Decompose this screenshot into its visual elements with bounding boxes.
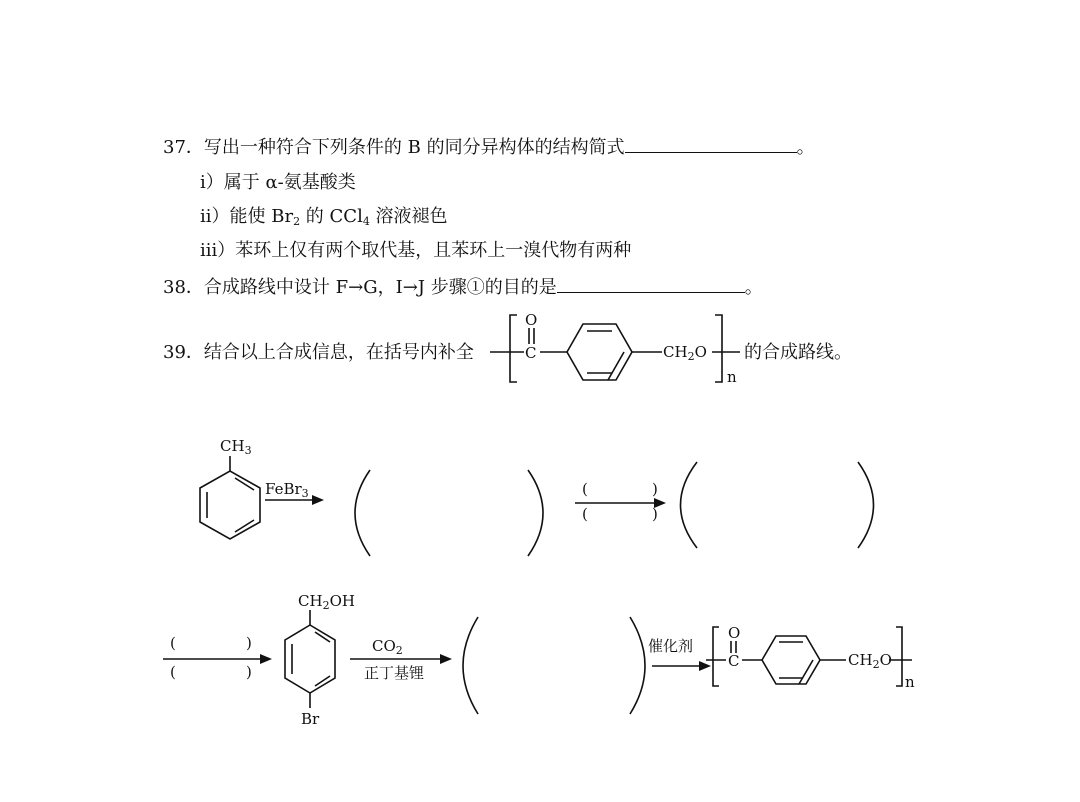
final-ch2o-label [848, 651, 892, 669]
ch2oh-sub: 2 [322, 599, 330, 612]
toluene-structure [200, 456, 260, 539]
q38-text: 合成路线中设计 F→G，I→J 步骤①的目的是 [203, 277, 557, 298]
ch2oh-ch: CH [298, 592, 323, 610]
q39-oxygen-label: O [525, 311, 538, 329]
catalyst-arrowhead [699, 661, 711, 671]
q37-condition-3: iii）苯环上仅有两个取代基，且苯环上一溴代物有两种 [200, 240, 632, 261]
condition-paren-close-2[interactable]: ) [246, 663, 252, 681]
q39-n-label: n [727, 368, 737, 386]
cond2-part-c: 溶液褪色 [369, 206, 448, 227]
co2-text: CO [372, 637, 396, 655]
toluene-ch3-label [220, 437, 252, 455]
answer-box-3-right [630, 617, 645, 714]
condition-paren-open-2[interactable]: ( [170, 663, 176, 681]
ch3-sub: 3 [244, 444, 252, 457]
cond2-part-b: 的 CCl [300, 206, 363, 227]
condition-paren-close-1[interactable]: ) [652, 505, 658, 523]
co2-label [372, 637, 403, 655]
q37-condition-1: i）属于 α-氨基酸类 [200, 172, 356, 193]
febr3-sub: 3 [301, 487, 309, 500]
toluene-benzene-ring [200, 471, 260, 539]
final-o: O [879, 651, 892, 669]
q39-carbon-label: C [525, 344, 537, 362]
q39-left-bracket [510, 315, 517, 382]
q39-tail: 的合成路线。 [744, 342, 852, 363]
q39-number: 39． [163, 342, 204, 363]
condition-paren-open-1[interactable]: ( [582, 505, 588, 523]
ch3-text: CH [220, 437, 245, 455]
q39-text: 结合以上合成信息，在括号内补全 [203, 342, 474, 363]
reagent-paren-close-2[interactable]: ) [246, 634, 252, 652]
answer-box-1-right [528, 470, 543, 556]
febr3-text: FeBr [265, 480, 302, 498]
reagent-paren-open-1[interactable]: ( [582, 480, 588, 498]
q39-benzene-ring [567, 324, 632, 380]
butyllithium-label: 正丁基锂 [364, 664, 425, 682]
q39-right-bracket [715, 315, 722, 382]
final-benzene-ring [762, 636, 820, 684]
answer-box-2-left [681, 462, 698, 548]
cond2-sub2: 4 [362, 215, 370, 228]
final-left-bracket [713, 627, 719, 686]
ch2oh-label [298, 592, 355, 610]
reagent-paren-open-2[interactable]: ( [170, 634, 176, 652]
final-ch: CH [848, 651, 873, 669]
q38-number: 38． [163, 277, 204, 298]
q38-period: 。 [744, 277, 763, 298]
final-ch2o-sub: 2 [872, 658, 880, 671]
q37-text: 写出一种符合下列条件的 B 的同分异构体的结构简式 [203, 137, 625, 158]
final-oxygen-label: O [728, 624, 741, 642]
bromobenzyl-alcohol-structure [285, 610, 335, 708]
reagent-paren-close-1[interactable]: ) [652, 480, 658, 498]
q37-period: 。 [796, 137, 815, 158]
q37-number: 37． [163, 137, 204, 158]
final-n-label: n [905, 673, 915, 691]
q39-ch: CH [663, 343, 688, 361]
febr3-label [265, 480, 309, 498]
answer-box-3-left [463, 617, 478, 714]
q39-ch2o-label [663, 343, 707, 361]
bromine-label: Br [301, 710, 320, 728]
co2-arrowhead [440, 654, 452, 664]
final-right-bracket [896, 627, 902, 686]
ch2oh-oh: OH [329, 592, 355, 610]
q39-o: O [694, 343, 707, 361]
answer-box-2-right [858, 462, 874, 548]
conditions-arrowhead-2 [260, 654, 272, 664]
final-carbon-label: C [728, 652, 740, 670]
catalyst-label: 催化剂 [648, 637, 694, 655]
febr3-arrowhead [312, 495, 324, 505]
co2-sub: 2 [395, 644, 403, 657]
cond2-part-a: ii）能使 Br [200, 206, 294, 227]
answer-box-1-left [355, 470, 370, 556]
cond2-sub: 2 [293, 215, 301, 228]
q39-ch2o-sub: 2 [687, 350, 695, 363]
